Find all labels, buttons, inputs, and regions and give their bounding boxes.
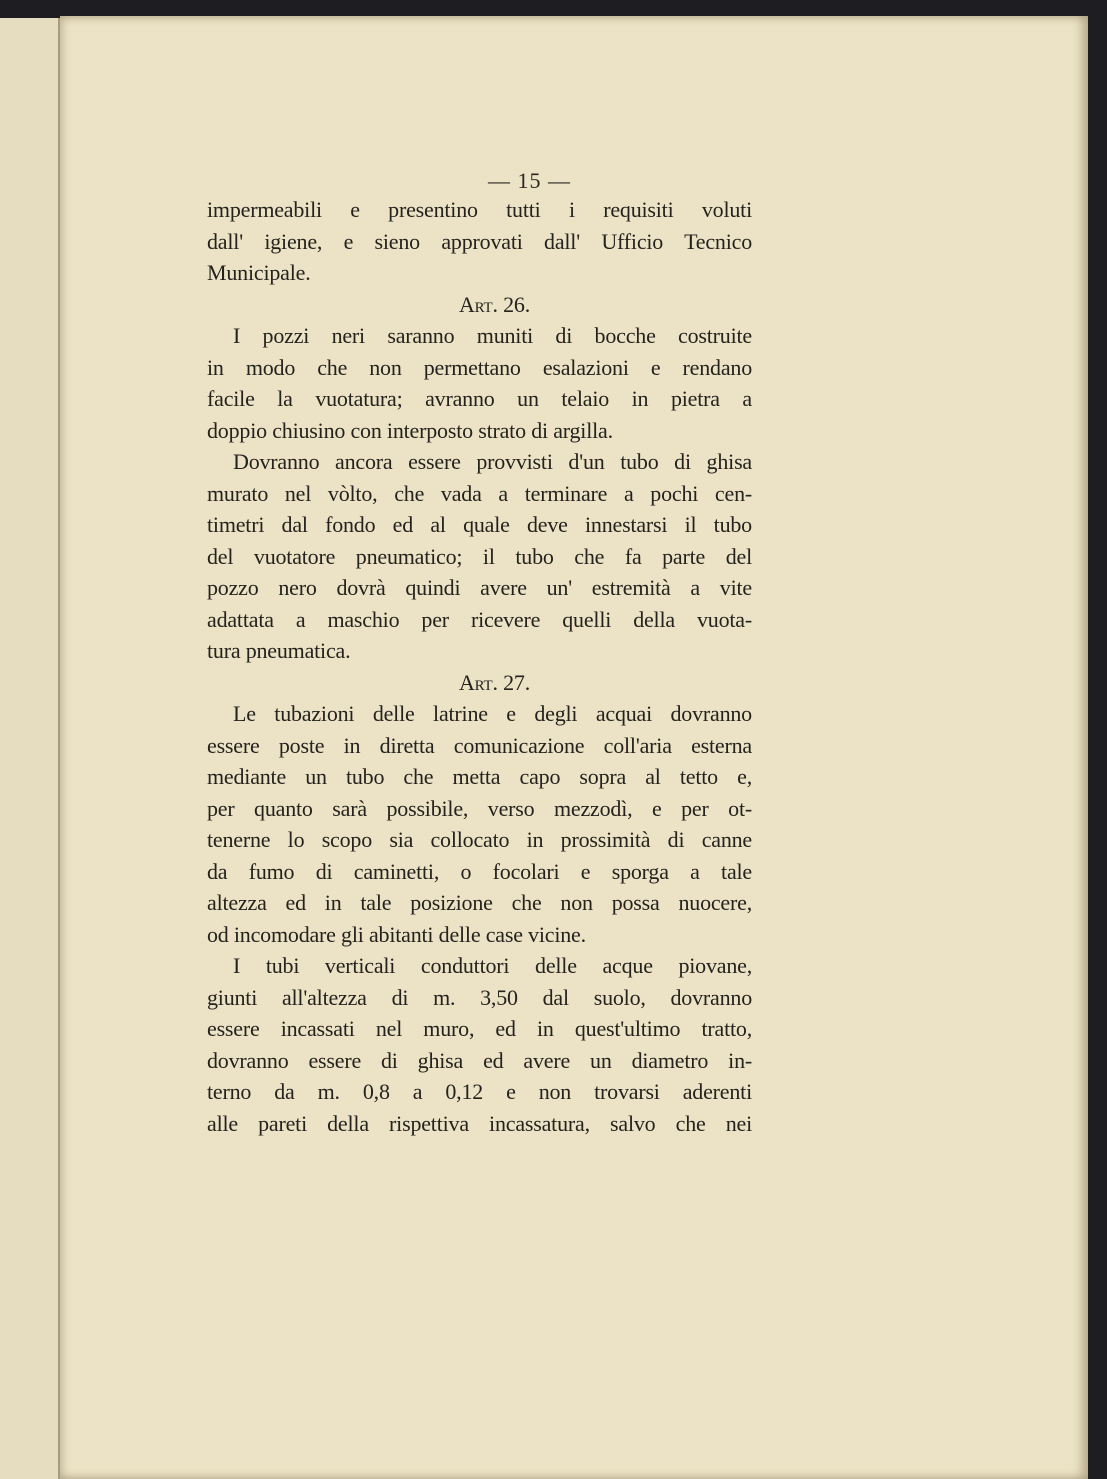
text-line: Le tubazioni delle latrine e degli acquai dovranno <box>233 701 752 726</box>
text-line: pozzo nero dovrà quindi avere un' estremità a vite <box>207 575 752 600</box>
text-line: essere poste in diretta comunicazione coll'aria esterna <box>207 732 752 758</box>
page-number: — 15 — <box>488 168 571 193</box>
article-heading: Art. 26. <box>458 291 531 317</box>
paragraph <box>207 320 752 446</box>
paragraph <box>207 446 752 667</box>
article-heading: Art. 27. <box>458 669 531 695</box>
text-line: del vuotatore pneumatico; il tubo che fa parte del <box>207 543 752 569</box>
text-line: giunti all'altezza di m. 3,50 dal suolo, dovranno <box>207 984 752 1010</box>
paragraph <box>207 950 752 1139</box>
text-line: alle pareti della rispettiva incassatura, salvo che nei <box>207 1110 752 1136</box>
text-line: da fumo di caminetti, o focolari e sporga a tale <box>207 858 752 884</box>
text-line: mediante un tubo che metta capo sopra al tetto e, <box>207 764 752 789</box>
text-line: tenerne lo scopo sia collocato in prossimità di canne <box>207 827 752 852</box>
text-line: adattata a maschio per ricevere quelli della vuota- <box>207 606 752 632</box>
text-line: doppio chiusino con interposto strato di argilla. <box>207 417 613 443</box>
text-line: dall' igiene, e sieno approvati dall' Ufficio Tecnico <box>207 228 752 254</box>
text-line: impermeabili e presentino tutti i requisiti voluti <box>207 197 752 222</box>
text-line: od incomodare gli abitanti delle case vicine. <box>207 921 586 947</box>
text-line: in modo che non permettano esalazioni e rendano <box>207 354 752 380</box>
text-line: I pozzi neri saranno muniti di bocche costruite <box>233 323 752 348</box>
text-line: timetri dal fondo ed al quale deve innestarsi il tubo <box>207 512 752 537</box>
text-line: I tubi verticali conduttori delle acque piovane, <box>233 953 752 978</box>
facing-page-edge <box>0 18 60 1479</box>
body-text <box>207 194 752 1139</box>
book-page <box>60 16 1088 1479</box>
text-line: essere incassati nel muro, ed in quest'ultimo tratto, <box>207 1016 752 1041</box>
text-line: murato nel vòlto, che vada a terminare a pochi cen- <box>207 480 752 506</box>
text-line: tura pneumatica. <box>207 638 351 663</box>
text-line: altezza ed in tale posizione che non possa nuocere, <box>207 890 752 915</box>
paragraph <box>207 194 752 289</box>
paragraph <box>207 698 752 950</box>
text-line: dovranno essere di ghisa ed avere un diametro in- <box>207 1047 752 1073</box>
text-line: Municipale. <box>207 260 311 285</box>
text-line: per quanto sarà possibile, verso mezzodì, e per ot- <box>207 795 752 821</box>
text-line: Dovranno ancora essere provvisti d'un tubo di ghisa <box>233 449 752 474</box>
text-line: facile la vuotatura; avranno un telaio in pietra a <box>207 386 752 411</box>
text-line: terno da m. 0,8 a 0,12 e non trovarsi aderenti <box>207 1079 752 1104</box>
